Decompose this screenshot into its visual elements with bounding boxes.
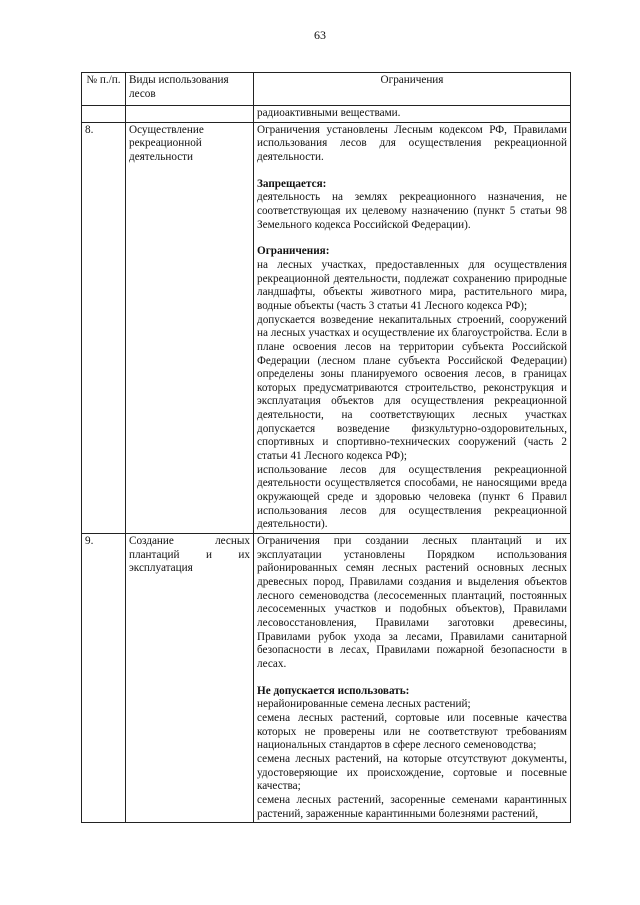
subheading: Ограничения: [257,245,330,258]
subheading: Запрещается: [257,177,327,190]
restrictions-cell [254,122,571,533]
paragraph: Ограничения при создании лесных плантаций и их эксплуатации установлены Порядком использования районированных семян лесных растений основных лесных древесных пород, Правилами создания и выделения объектов лесного семеноводства (лесосеменных плантаций, постоянных лесосеменных участков и подобных объектов), Правилами лесовосстановления, Правилами заготовки древесины, Правилами рубок ухода за лесами, Правилами санитарной безопасности в лесах, Правилами пожарной безопасности в лесах. [257,535,567,670]
restrictions-table [81,72,571,823]
page-number: 63 [314,28,326,42]
paragraph: допускается возведение некапитальных строений, сооружений на лесных участках и осуществление их благоустройства. Если в плане освоения лесов на территории субъекта Российской Федерации (лесном плане субъекта Российской Федерации) определены зоны планируемого освоения лесов, в границах которых предусматриваются строительство, реконструкция и эксплуатация объектов для осуществления рекреационной деятельности, на соответствующих лесных участках допускается возведение физкультурно-оздоровительных, спортивных и спортивно-технических сооружений (часть 2 статьи 41 Лесного кодекса РФ); [257,313,567,463]
paragraph: использование лесов для осуществления рекреационной деятельности осуществляется способами, не наносящими вреда окружающей среде и здоровью человека (пункт 6 Правил использования лесов для осуществления рекреационной деятельности). [257,463,567,531]
subheading: Не допускается использовать: [257,684,410,697]
restrictions-cell [254,534,571,823]
usage-type: Осуществление рекреационной деятельности [126,122,254,533]
table-row [82,534,571,823]
cell-empty [82,106,126,123]
row-number: 8. [82,122,126,533]
paragraph: Ограничения установлены Лесным кодексом РФ, Правилами использования лесов для осуществления рекреационной деятельности. [257,123,567,163]
header-usage-type: Виды использования лесов [126,73,254,106]
table-row [82,122,571,533]
paragraph: нерайонированные семена лесных растений; [257,698,471,711]
table-row [82,106,571,123]
continuation-text: радиоактивными веществами. [254,106,571,123]
usage-type: Создание лесных плантаций и их эксплуатация [126,534,254,823]
paragraph: семена лесных растений, засоренные семенами карантинных растений, зараженные карантинными болезнями растений, [257,793,567,820]
table-header-row [82,73,571,106]
paragraph: семена лесных растений, сортовые или посевные качества которых не проверены или не соответствуют требованиям национальных стандартов в сфере лесного семеноводства; [257,711,567,752]
row-number: 9. [82,534,126,823]
header-restrictions: Ограничения [254,73,571,106]
paragraph: семена лесных растений, на которые отсутствуют документы, удостоверяющие их происхождение, сортовые и посевные качества; [257,752,567,793]
paragraph: деятельность на землях рекреационного назначения, не соответствующая их целевому назначению (пункт 5 статьи 98 Земельного кодекса Российской Федерации). [257,191,567,231]
cell-empty [126,106,254,123]
paragraph: на лесных участках, предоставленных для осуществления рекреационной деятельности, подлежат сохранению природные ландшафты, объекты животного мира, растительного мира, водные объекты (часть 3 статьи 41 Лесного кодекса РФ); [257,258,567,312]
header-num: № п./п. [82,73,126,106]
